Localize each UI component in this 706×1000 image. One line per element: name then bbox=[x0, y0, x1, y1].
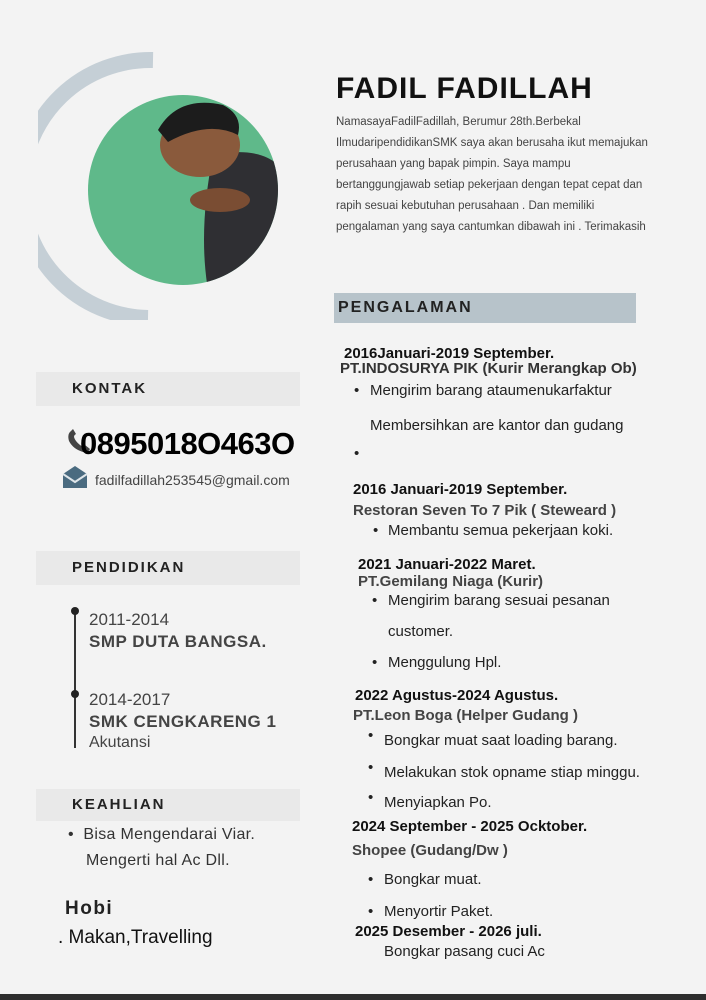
section-keahlian-header: KEAHLIAN bbox=[36, 789, 300, 821]
job-company: PT.Leon Boga (Helper Gudang ) bbox=[353, 707, 579, 724]
timeline-dot bbox=[71, 690, 79, 698]
email-address[interactable]: fadilfadillah253545@gmail.com bbox=[95, 472, 290, 488]
job-company: PT.INDOSURYA PIK (Kurir Merangkap Ob) bbox=[340, 360, 637, 377]
job-duty: Mengirim barang ataumenukarfaktur bbox=[370, 382, 612, 399]
education-years: 2014-2017 bbox=[89, 690, 171, 709]
section-pengalaman-header: PENGALAMAN bbox=[334, 293, 636, 323]
hobi-text: . Makan,Travelling bbox=[58, 927, 213, 948]
bullet: • bbox=[372, 592, 378, 609]
bullet: • bbox=[354, 382, 360, 399]
education-timeline bbox=[74, 612, 76, 748]
bullet: • bbox=[368, 759, 374, 776]
skill-item bbox=[68, 826, 255, 844]
job-date: 2016Januari-2019 September. bbox=[344, 345, 555, 362]
bullet: • bbox=[68, 826, 84, 843]
job-company: PT.Gemilang Niaga (Kurir) bbox=[358, 573, 544, 590]
job-duty: Menyiapkan Po. bbox=[384, 794, 492, 811]
candidate-name: FADIL FADILLAH bbox=[336, 72, 593, 105]
job-company: Restoran Seven To 7 Pik ( Steweard ) bbox=[353, 502, 617, 519]
job-date: 2022 Agustus-2024 Agustus. bbox=[355, 687, 559, 704]
bullet: • bbox=[368, 789, 374, 806]
job-date: 2024 September - 2025 Ocktober. bbox=[352, 818, 588, 835]
phone-number[interactable]: 0895018O463O bbox=[80, 426, 295, 461]
bottom-bar bbox=[0, 994, 706, 1000]
education-years: 2011-2014 bbox=[89, 610, 170, 629]
job-date: 2021 Januari-2022 Maret. bbox=[358, 556, 536, 573]
job-duty: Menyortir Paket. bbox=[384, 903, 494, 920]
job-date: 2025 Desember - 2026 juli. bbox=[355, 923, 542, 940]
job-duty: Melakukan stok opname stiap minggu. bbox=[384, 764, 640, 781]
job-duty: customer. bbox=[388, 623, 454, 640]
job-duty: Membersihkan are kantor dan gudang bbox=[370, 417, 624, 434]
job-duty: Menggulung Hpl. bbox=[388, 654, 502, 671]
job-duty: Bongkar muat. bbox=[384, 871, 482, 888]
timeline-dot bbox=[71, 607, 79, 615]
mail-icon bbox=[61, 464, 89, 490]
education-major: Akutansi bbox=[89, 734, 151, 751]
bullet: • bbox=[354, 445, 360, 462]
bullet: • bbox=[368, 871, 374, 888]
bullet: • bbox=[373, 522, 379, 539]
skill-item: Mengerti hal Ac Dll. bbox=[86, 852, 230, 869]
bullet: • bbox=[368, 727, 374, 744]
job-duty: Membantu semua pekerjaan koki. bbox=[388, 522, 614, 539]
bullet: • bbox=[368, 903, 374, 920]
hobi-title: Hobi bbox=[65, 898, 114, 919]
profile-photo bbox=[38, 50, 288, 320]
job-duty: Bongkar pasang cuci Ac bbox=[384, 943, 545, 960]
job-duty: Mengirim barang sesuai pesanan bbox=[388, 592, 610, 609]
education-school: SMP DUTA BANGSA. bbox=[89, 632, 267, 651]
profile-photo-graphic bbox=[38, 50, 288, 320]
job-date: 2016 Januari-2019 September. bbox=[353, 481, 568, 498]
skill-text: Bisa Mengendarai Viar. bbox=[83, 826, 256, 843]
intro-paragraph: NamasayaFadilFadillah, Berumur 28th.Berbekal IlmudaripendidikanSMK saya akan berusaha ikut memajukan perusahaan yang bapak pimpin. Saya mampu bertanggungjawab setiap pekerjaan dengan tepat cepat dan rapih sesuai kebutuhan perusahaan . Dan memiliki pengalaman yang saya cantumkan dibawah ini . Terimakasih bbox=[336, 116, 648, 233]
job-company: Shopee (Gudang/Dw ) bbox=[352, 842, 508, 859]
job-duty: Bongkar muat saat loading barang. bbox=[384, 732, 618, 749]
education-school: SMK CENGKARENG 1 bbox=[89, 712, 277, 731]
bullet: • bbox=[372, 654, 378, 671]
section-pendidikan-header: PENDIDIKAN bbox=[36, 551, 300, 585]
section-kontak-header: KONTAK bbox=[36, 372, 300, 406]
